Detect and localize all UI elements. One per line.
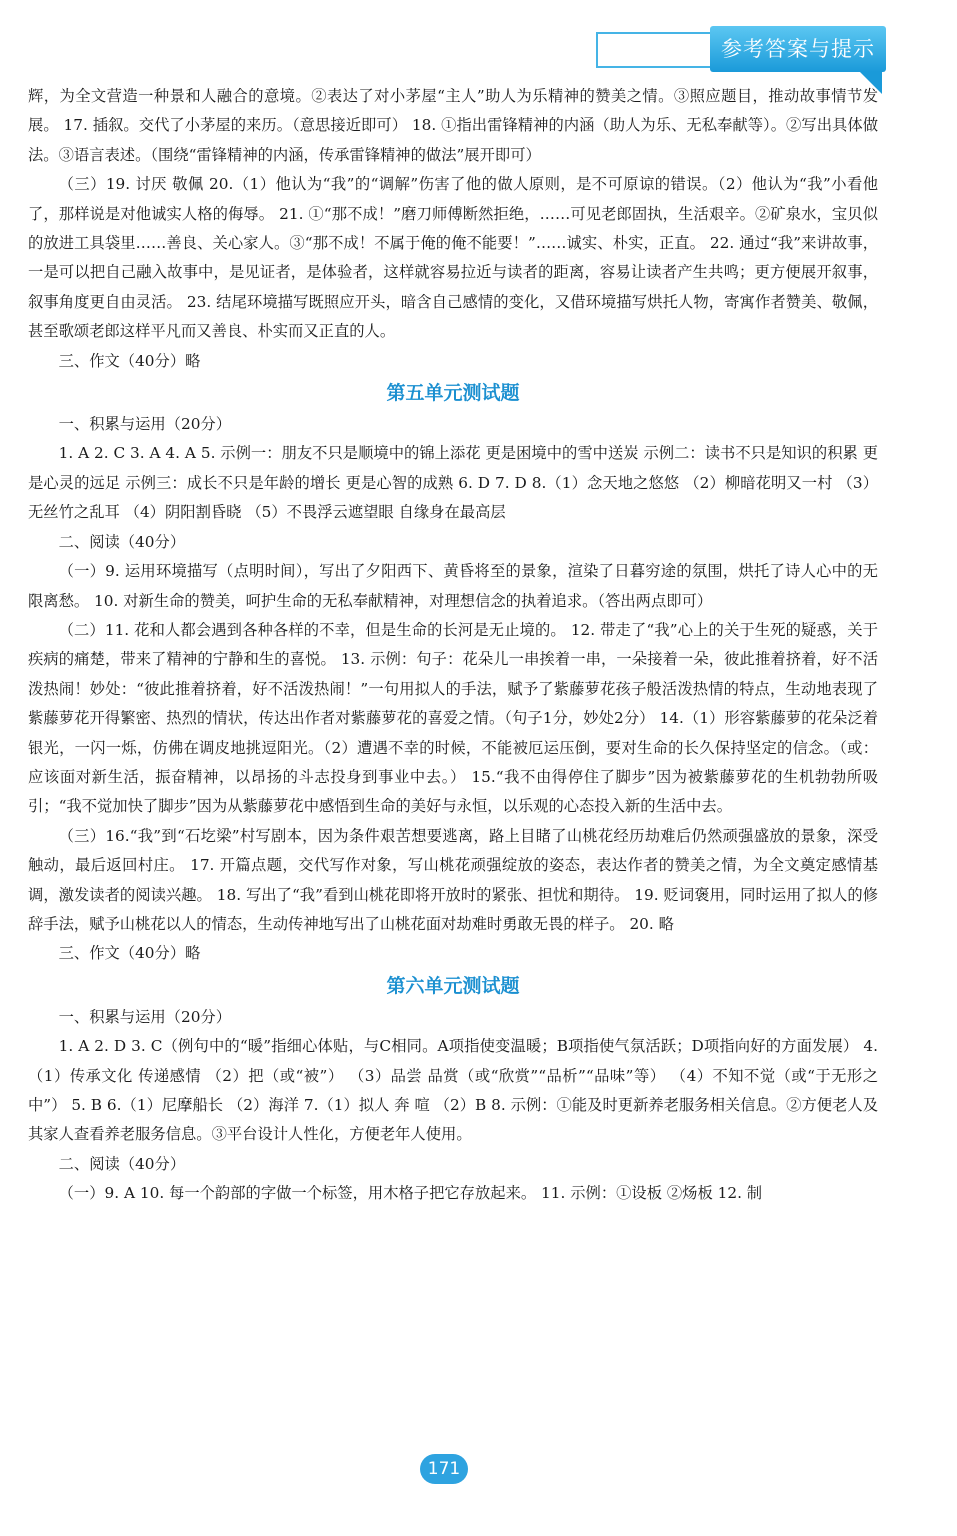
paragraph: 一、积累与运用（20分）: [58, 415, 232, 434]
paragraph: 二、阅读（40分）: [58, 1154, 186, 1173]
section-heading: 第六单元测试题: [386, 974, 520, 997]
paragraph: （三）19. 讨厌 敬佩 20.（1）他认为“我”的“调解”伤害了他的做人原则，是不可原谅的错误。（2）他认为“我”小看他了，那样说是对他诚实人格的侮辱。 21. ①“那不成！”磨刀师傅断然拒绝，……可见老郎固执，生活艰辛。②矿泉水，宝贝似的放进工具袋里……善良、关心家人。③“那不成！不属于俺的俺不能要！”……诚实、朴实，正直。 22. 通过“我”来讲故事，一是可以把自己融入故事中，是见证者，是体验者，这样就容易拉近与读者的距离，容易让读者产生共鸣；更方便展开叙事，叙事角度更自由灵活。 23. 结尾环境描写既照应开头，暗含自己感情的变化，又借环境描写烘托人物，寄寓作者赞美、敬佩，甚至歌颂老郎这样平凡而又善良、朴实而又正直的人。: [28, 175, 878, 341]
paragraph: 三、作文（40分）略: [58, 944, 201, 963]
paragraph: （二）11. 花和人都会遇到各种各样的不幸，但是生命的长河是无止境的。 12. 带走了“我”心上的关于生死的疑惑，关于疾病的痛楚，带来了精神的宁静和生的喜悦。 13. 示例：句子：花朵儿一串挨着一串，一朵接着一朵，彼此推着挤着，好不活泼热闹！妙处：“彼此推着挤着，好不活泼热闹！”一句用拟人的手法，赋予了紫藤萝花孩子般活泼热情的特点，生动地表现了紫藤萝花开得繁密、热烈的情状，传达出作者对紫藤萝花的喜爱之情。（句子1分，妙处2分） 14.（1）形容紫藤萝的花朵泛着银光，一闪一烁，仿佛在调皮地挑逗阳光。（2）遭遇不幸的时候，不能被厄运压倒，要对生命的长久保持坚定的信念。（或：应该面对新生活，振奋精神，以昂扬的斗志投身到事业中去。） 15.“我不由得停住了脚步”因为被紫藤萝花的生机勃勃所吸引；“我不觉加快了脚步”因为从紫藤萝花中感悟到生命的美好与永恒，以乐观的心态投入新的生活中去。: [28, 620, 878, 816]
paragraph: 二、阅读（40分）: [58, 532, 186, 551]
header-frame: [596, 32, 710, 68]
paragraph: （一）9. 运用环境描写（点明时间），写出了夕阳西下、黄昏将至的景象，渲染了日暮穷途的氛围，烘托了诗人心中的无限离愁。 10. 对新生命的赞美，呵护生命的无私奉献精神，对理想信念的执着追求。（答出两点即可）: [28, 562, 878, 610]
header-title: 参考答案与提示: [710, 26, 886, 72]
paragraph: 1. A 2. C 3. A 4. A 5. 示例一：朋友不只是顺境中的锦上添花 更是困境中的雪中送炭 示例二：读书不只是知识的积累 更是心灵的远足 示例三：成长不只是年龄的增长 更是心智的成熟 6. D 7. D 8.（1）念天地之悠悠 （2）柳暗花明又一村 （3）无丝竹之乱耳 （4）阴阳割昏晓 （5）不畏浮云遮望眼 自缘身在最高层: [28, 444, 878, 522]
paragraph: 一、积累与运用（20分）: [58, 1007, 232, 1026]
paragraph: 1. A 2. D 3. C（例句中的“暖”指细心体贴，与C相同。A项指使变温暖；B项指使气氛活跃；D项指向好的方面发展） 4.（1）传承文化 传递感情 （2）把（或“被”） （3）品尝 品赏（或“欣赏”“品析”“品味”等） （4）不知不觉（或“于无形之中”） 5. B 6.（1）尼摩船长 （2）海洋 7.（1）拟人 奔 喧 （2）B 8. 示例：①能及时更新养老服务相关信息。②方便老人及其家人查看养老服务信息。③平台设计人性化，方便老年人使用。: [28, 1037, 878, 1144]
paragraph: （一）9. A 10. 每一个韵部的字做一个标签，用木格子把它存放起来。 11. 示例：①设板 ②炀板 12. 制: [58, 1184, 763, 1203]
paragraph: 辉，为全文营造一种景和人融合的意境。②表达了对小茅屋“主人”助人为乐精神的赞美之情。③照应题目，推动故事情节发展。 17. 插叙。交代了小茅屋的来历。（意思接近即可） 18. ①指出雷锋精神的内涵（助人为乐、无私奉献等）。②写出具体做法。③语言表述。（围绕“雷锋精神的内涵，传承雷锋精神的做法”展开即可）: [28, 87, 878, 164]
paragraph: 三、作文（40分）略: [58, 351, 201, 370]
page-number: 171: [420, 1454, 468, 1484]
answer-content: [28, 82, 878, 1209]
paragraph: （三）16.“我”到“石圪梁”村写剧本，因为条件艰苦想要逃离，路上目睹了山桃花经历劫难后仍然顽强盛放的景象，深受触动，最后返回村庄。 17. 开篇点题，交代写作对象，写山桃花顽强绽放的姿态，表达作者的赞美之情，为全文奠定感情基调，激发读者的阅读兴趣。 18. 写出了“我”看到山桃花即将开放时的紧张、担忧和期待。 19. 贬词褒用，同时运用了拟人的修辞手法，赋予山桃花以人的情态，生动传神地写出了山桃花面对劫难时勇敢无畏的样子。 20. 略: [28, 826, 878, 933]
section-heading: 第五单元测试题: [386, 382, 520, 405]
